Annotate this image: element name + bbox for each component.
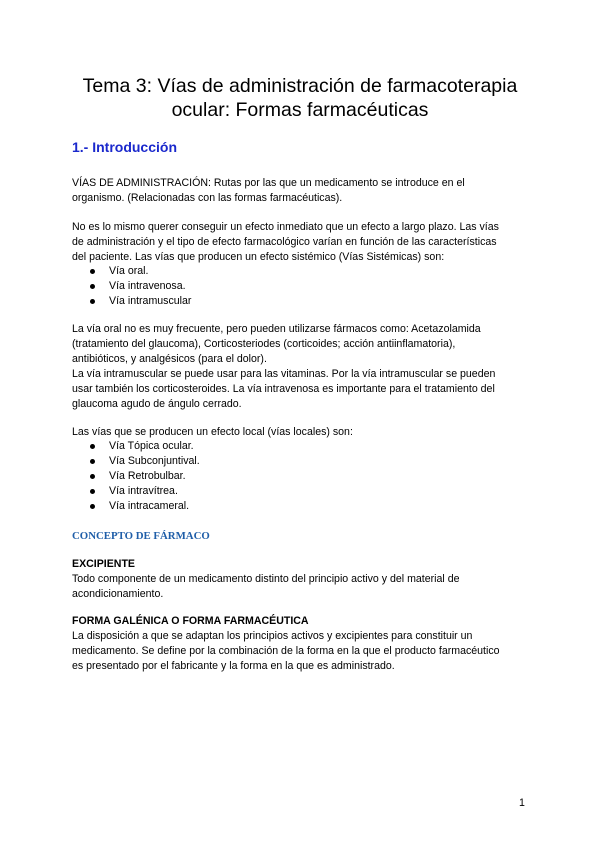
- list-item: [72, 264, 532, 279]
- list-item-text: Vía intracameral.: [109, 500, 190, 512]
- bullet-icon: [90, 284, 95, 289]
- text-line: La vía oral no es muy frecuente, pero pueden utilizarse fármacos como: Acetazolamida: [72, 323, 481, 335]
- text-line: del paciente. Las vías que producen un efecto sistémico (Vías Sistémicas) son:: [72, 251, 445, 263]
- page-number: 1: [519, 797, 525, 809]
- list-item-text: Vía oral.: [109, 265, 149, 277]
- text-line: antibióticos, y analgésicos (para el dolor).: [72, 353, 267, 365]
- list-item-text: Vía Retrobulbar.: [109, 470, 186, 482]
- text-line: medicamento. Se define por la combinación de la forma en la que el producto farmacéutico: [72, 645, 500, 657]
- list-item: [72, 469, 532, 484]
- text-line: (tratamiento del glaucoma), Corticosteriodes (corticoides; acción antiinflamatoria),: [72, 338, 456, 350]
- concepto-farmaco-heading: CONCEPTO DE FÁRMACO: [72, 530, 210, 542]
- text-line: de administración y el tipo de efecto farmacológico varían en función de las características: [72, 236, 497, 248]
- list-item-text: Vía intravenosa.: [109, 280, 186, 292]
- forma-galenica-heading: FORMA GALÉNICA O FORMA FARMACÉUTICA: [72, 615, 309, 627]
- paragraph-via-oral: [72, 322, 532, 412]
- paragraph-vias-locales: [72, 425, 532, 440]
- text-line: es presentado por el fabricante y la forma en la que es administrado.: [72, 660, 395, 672]
- list-item: [72, 439, 532, 454]
- list-item: [72, 499, 532, 514]
- bullet-icon: [90, 459, 95, 464]
- bullet-icon: [90, 474, 95, 479]
- paragraph-forma-galenica: [72, 629, 532, 674]
- text-line: Las vías que se producen un efecto local (vías locales) son:: [72, 426, 353, 438]
- list-item-text: Vía Subconjuntival.: [109, 455, 200, 467]
- list-item-text: Vía intravítrea.: [109, 485, 178, 497]
- bullet-icon: [90, 489, 95, 494]
- list-item: [72, 454, 532, 469]
- title-line-1: Tema 3: Vías de administración de farmacoterapia: [82, 75, 518, 97]
- excipiente-heading: EXCIPIENTE: [72, 558, 135, 570]
- section-heading-introduccion: 1.- Introducción: [72, 139, 177, 155]
- title-line-2: ocular: Formas farmacéuticas: [171, 99, 429, 121]
- systemic-routes-list: [72, 264, 532, 309]
- bullet-icon: [90, 269, 95, 274]
- text-line: usar también los corticosteroides. La vía intravenosa es importante para el tratamiento del: [72, 383, 495, 395]
- bullet-icon: [90, 504, 95, 509]
- text-line: glaucoma agudo de ángulo cerrado.: [72, 398, 242, 410]
- text-line: VÍAS DE ADMINISTRACIÓN: Rutas por las que un medicamento se introduce en el: [72, 177, 465, 189]
- paragraph-vias-definicion: [72, 176, 532, 206]
- text-line: No es lo mismo querer conseguir un efecto inmediato que un efecto a largo plazo. Las vías: [72, 221, 499, 233]
- paragraph-excipiente: [72, 572, 532, 602]
- list-item: [72, 294, 532, 309]
- list-item-text: Vía Tópica ocular.: [109, 440, 194, 452]
- text-line: organismo. (Relacionadas con las formas farmacéuticas).: [72, 192, 343, 204]
- list-item: [72, 279, 532, 294]
- paragraph-efecto: [72, 220, 532, 265]
- text-line: La disposición a que se adaptan los principios activos y excipientes para constituir un: [72, 630, 473, 642]
- list-item-text: Vía intramuscular: [109, 295, 192, 307]
- text-line: La vía intramuscular se puede usar para las vitaminas. Por la vía intramuscular se pueden: [72, 368, 496, 380]
- bullet-icon: [90, 299, 95, 304]
- list-item: [72, 484, 532, 499]
- text-line: Todo componente de un medicamento distinto del principio activo y del material de: [72, 573, 460, 585]
- text-line: acondicionamiento.: [72, 588, 164, 600]
- local-routes-list: [72, 439, 532, 514]
- bullet-icon: [90, 444, 95, 449]
- document-title: [60, 74, 540, 122]
